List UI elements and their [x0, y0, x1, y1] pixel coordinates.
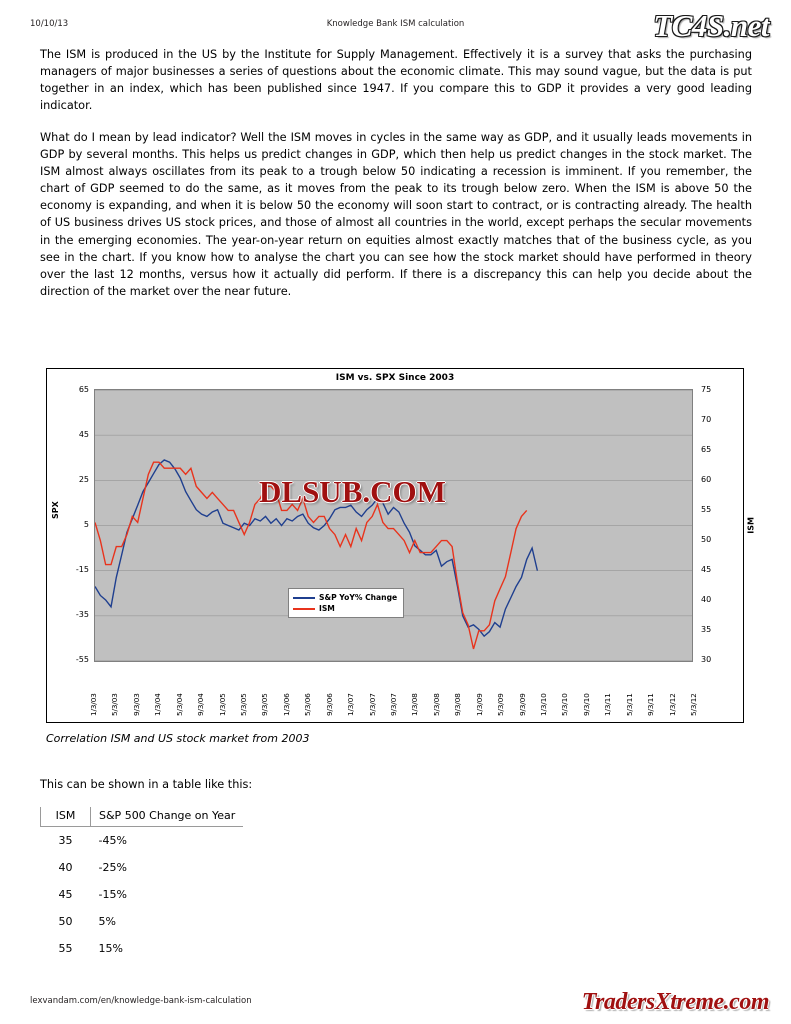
y-tick-right-9: 30 [701, 655, 712, 664]
legend-item-spx [293, 592, 397, 603]
table-row [41, 935, 244, 962]
y-tick-right-2: 65 [701, 445, 712, 454]
table-row [41, 854, 244, 881]
cell-ism: 40 [58, 861, 73, 874]
page-header [0, 8, 791, 48]
table-header-row [41, 807, 244, 827]
figure-caption: Correlation ISM and US stock market from 2003 [46, 732, 310, 745]
x-tick-19: 5/3/09 [496, 693, 506, 716]
table-section [40, 778, 640, 962]
table-body [41, 827, 244, 963]
x-tick-26: 9/3/11 [646, 693, 656, 716]
x-tick-12: 1/3/07 [346, 693, 356, 716]
x-tick-22: 5/3/10 [560, 693, 570, 716]
x-tick-20: 9/3/09 [517, 693, 527, 716]
chart-y-axis-label: SPX [51, 501, 60, 519]
article-body [40, 46, 752, 314]
table-row [41, 881, 244, 908]
y-tick-right-7: 40 [701, 595, 712, 604]
cell-ism: 55 [58, 942, 73, 955]
cell-change: -15% [98, 888, 127, 901]
x-tick-3: 1/3/04 [153, 693, 163, 716]
cell-ism: 35 [58, 834, 73, 847]
x-tick-16: 5/3/08 [431, 693, 441, 716]
chart-gridlines [95, 390, 692, 661]
chart-y2-axis-label: ISM [747, 517, 756, 534]
x-tick-4: 5/3/04 [174, 693, 184, 716]
legend-swatch-ism-icon [293, 608, 315, 610]
y-tick-left-2: 25 [78, 475, 89, 484]
x-tick-28: 5/3/12 [689, 693, 698, 716]
x-tick-9: 1/3/06 [281, 693, 291, 716]
x-tick-11: 9/3/06 [324, 693, 334, 716]
chart-title: ISM vs. SPX Since 2003 [335, 373, 455, 383]
x-tick-23: 9/3/10 [581, 693, 591, 716]
ism-spx-table [40, 807, 243, 962]
y-tick-right-1: 70 [701, 415, 712, 424]
header-title: Knowledge Bank ISM calculation [326, 19, 465, 29]
x-tick-27: 1/3/12 [667, 693, 677, 716]
site-logo-bottom: TradersXtreme.com [581, 989, 769, 1015]
x-tick-13: 5/3/07 [367, 693, 377, 716]
cell-ism: 50 [58, 915, 73, 928]
footer-url: lexvandam.com/en/knowledge-bank-ism-calculation [30, 996, 252, 1006]
x-tick-21: 1/3/10 [539, 693, 548, 716]
x-tick-6: 1/3/05 [217, 693, 227, 716]
legend-swatch-spx-icon [293, 597, 315, 599]
table-intro-text: This can be shown in a table like this: [40, 778, 253, 791]
x-tick-0: 1/3/03 [89, 693, 98, 716]
y-tick-left-5: -35 [75, 610, 89, 619]
chart-plot-area [94, 389, 693, 662]
paragraph-2: What do I mean by lead indicator? Well the ISM moves in cycles in the same way as GDP, and it usually leads movements in GDP by several months. This helps us predict changes in GDP, which then help us predict changes in the stock market. The ISM almost always oscillates from its peak to a trough below 50 indicating a recession is imminent. If you remember, the chart of GDP seemed to do the same, as it moves from the peak to its trough below zero. When the ISM is above 50 the economy is expanding, and when it is below 50 the economy will soon start to contract, or is contracting already. The health of US business drives US stock prices, and those of almost all countries in the world, except perhaps the secular movements in the emerging economies. The year-on-year return on equities almost exactly matches that of the business cycle, as you see in the chart. If you know how to analyse the chart you can see how the stock market should have performed in theory over the last 12 months, versus how it actually did perform. If there is a discrepancy this can help you decide about the direction of the market over the near future. [40, 130, 752, 299]
y-tick-left-4: -15 [75, 565, 89, 574]
y-tick-left-1: 45 [78, 430, 89, 439]
table-col-ism: ISM [41, 807, 91, 827]
chart-figure [46, 368, 756, 745]
y-tick-right-8: 35 [701, 625, 712, 634]
legend-item-ism [293, 603, 397, 614]
x-tick-8: 9/3/05 [260, 693, 270, 716]
y-tick-left-6: -55 [75, 655, 89, 664]
x-tick-15: 1/3/08 [410, 693, 420, 716]
x-tick-25: 5/3/11 [624, 693, 634, 716]
x-tick-7: 5/3/05 [239, 693, 248, 716]
watermark-dlsub: DLSUB.COM [259, 474, 446, 509]
cell-ism: 45 [58, 888, 73, 901]
x-tick-1: 5/3/03 [110, 693, 120, 716]
cell-change: -45% [98, 834, 127, 847]
table-col-change: S&P 500 Change on Year [91, 807, 244, 827]
y-tick-left-3: 5 [83, 520, 89, 529]
paragraph-1: The ISM is produced in the US by the Institute for Supply Management. Effectively it is a survey that asks the purchasing managers of major businesses a series of questions about the economic climate. This may sound vague, but the data is put together in an index, which has been published since 1947. If you compare this to GDP it provides a very good leading indicator. [40, 48, 752, 113]
chart-legend [288, 588, 404, 618]
chart-container [46, 368, 756, 723]
legend-label-spx: S&P YoY% Change [319, 593, 398, 602]
site-logo-top: TC4S.net [653, 8, 769, 43]
table-row [41, 908, 244, 935]
x-tick-24: 1/3/11 [603, 693, 613, 716]
cell-change: 15% [98, 942, 123, 955]
x-tick-2: 9/3/03 [131, 693, 141, 716]
table-row [41, 827, 244, 855]
y-tick-right-0: 75 [701, 385, 712, 394]
legend-label-ism: ISM [319, 604, 335, 613]
y-tick-right-4: 55 [701, 505, 712, 514]
y-tick-right-5: 50 [701, 535, 712, 544]
x-tick-18: 1/3/09 [474, 693, 484, 716]
cell-change: 5% [98, 915, 116, 928]
y-tick-right-6: 45 [701, 565, 712, 574]
x-tick-14: 9/3/07 [389, 693, 398, 716]
chart-series-canvas [95, 390, 692, 661]
x-tick-5: 9/3/04 [196, 693, 206, 716]
x-tick-10: 5/3/06 [303, 693, 313, 716]
y-tick-right-3: 60 [701, 475, 712, 484]
y-tick-left-0: 65 [78, 385, 89, 394]
x-tick-17: 9/3/08 [453, 693, 463, 716]
header-date: 10/10/13 [30, 19, 69, 29]
cell-change: -25% [98, 861, 127, 874]
